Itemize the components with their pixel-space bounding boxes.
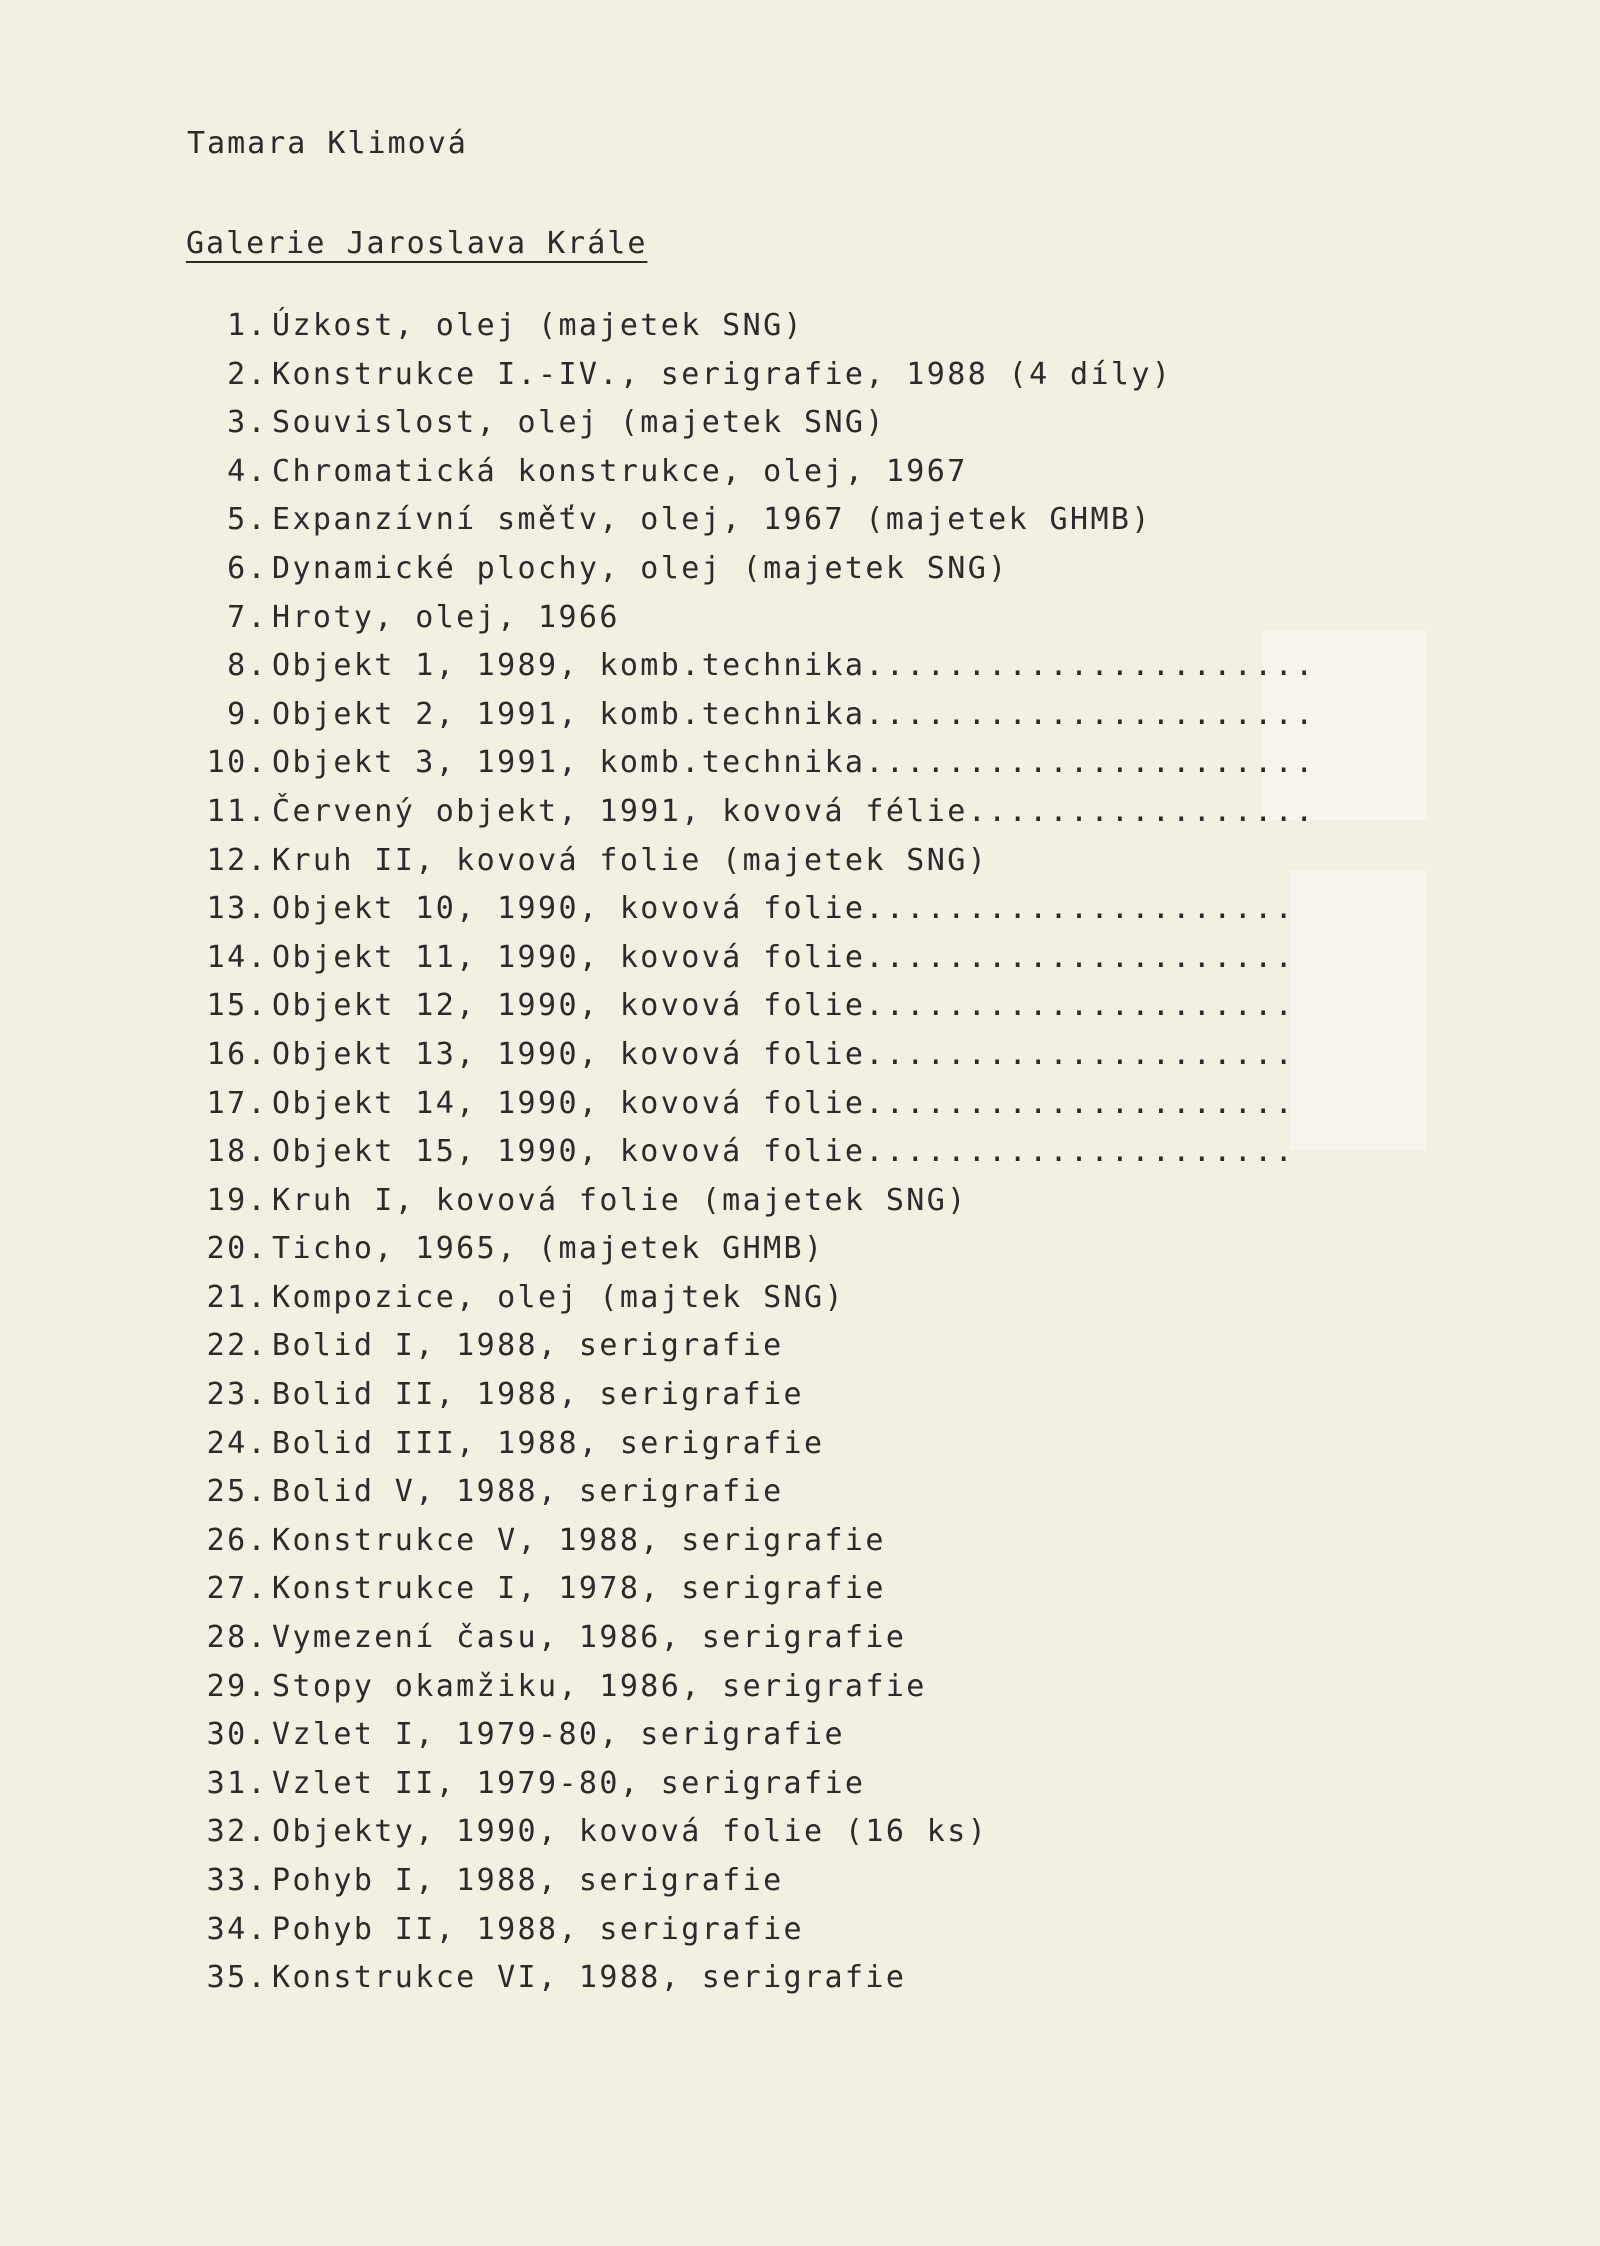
item-text: Vymezení času, 1986, serigrafie <box>272 1620 907 1656</box>
item-number: 19. <box>206 1182 268 1218</box>
list-item <box>150 1128 1316 1177</box>
item-number: 25. <box>206 1474 268 1510</box>
item-number: 9. <box>227 696 268 732</box>
item-text: Konstrukce I, 1978, serigrafie <box>272 1571 886 1607</box>
list-item <box>150 642 1316 691</box>
list-item <box>150 1808 1316 1857</box>
list-item <box>150 1954 1316 2003</box>
list-item <box>150 1468 1316 1517</box>
item-number: 34. <box>206 1911 268 1947</box>
item-text: Bolid III, 1988, serigrafie <box>272 1425 825 1461</box>
item-number: 17. <box>206 1085 268 1121</box>
item-text: Konstrukce V, 1988, serigrafie <box>272 1522 886 1558</box>
item-text: Kruh I, kovová folie (majetek SNG) <box>272 1182 968 1218</box>
item-text: Úzkost, olej (majetek SNG) <box>272 308 804 343</box>
item-text: Ticho, 1965, (majetek GHMB) <box>272 1231 825 1267</box>
item-text: Objekt 3, 1991, komb.technika...................... <box>272 745 1316 781</box>
list-item <box>150 1663 1316 1712</box>
item-number: 16. <box>206 1036 268 1072</box>
item-text: Konstrukce VI, 1988, serigrafie <box>272 1960 907 1996</box>
list-item <box>150 1614 1316 1663</box>
item-number: 10. <box>206 745 268 781</box>
item-text: Objekt 11, 1990, kovová folie..................... <box>272 939 1296 975</box>
list-item <box>150 496 1316 545</box>
item-text: Červený objekt, 1991, kovová félie................. <box>272 793 1316 829</box>
list-item <box>150 1857 1316 1906</box>
item-number: 35. <box>206 1960 268 1996</box>
item-number: 1. <box>227 308 268 343</box>
list-item <box>150 1760 1316 1809</box>
item-number: 23. <box>206 1377 268 1413</box>
list-item <box>150 739 1316 788</box>
item-text: Objekt 1, 1989, komb.technika...................... <box>272 648 1316 684</box>
list-item <box>150 302 1316 351</box>
item-number: 8. <box>227 648 268 684</box>
item-text: Kompozice, olej (majtek SNG) <box>272 1279 845 1315</box>
item-number: 28. <box>206 1620 268 1656</box>
list-item <box>150 1371 1316 1420</box>
item-number: 29. <box>206 1668 268 1704</box>
list-item <box>150 1711 1316 1760</box>
list-item <box>150 1080 1316 1129</box>
item-number: 27. <box>206 1571 268 1607</box>
item-text: Konstrukce I.-IV., serigrafie, 1988 (4 díly) <box>272 356 1173 392</box>
list-item <box>150 788 1316 837</box>
list-item <box>150 448 1316 497</box>
list-item <box>150 1225 1316 1274</box>
list-item <box>150 934 1316 983</box>
list-item <box>150 1274 1316 1323</box>
list-item <box>150 837 1316 886</box>
item-text: Dynamické plochy, olej (majetek SNG) <box>272 550 1009 586</box>
list-item <box>150 1177 1316 1226</box>
item-number: 30. <box>206 1717 268 1753</box>
list-item <box>150 1031 1316 1080</box>
item-text: Expanzívní směťv, olej, 1967 (majetek GHMB) <box>272 502 1152 538</box>
item-number: 6. <box>227 550 268 586</box>
list-item <box>150 1565 1316 1614</box>
item-number: 31. <box>206 1765 268 1801</box>
list-item <box>150 545 1316 594</box>
item-text: Souvislost, olej (majetek SNG) <box>272 405 886 441</box>
gallery-title: Galerie Jaroslava Krále <box>186 226 648 261</box>
item-text: Bolid II, 1988, serigrafie <box>272 1377 804 1413</box>
list-item <box>150 885 1316 934</box>
item-text: Objekt 14, 1990, kovová folie..................... <box>272 1085 1296 1121</box>
item-text: Kruh II, kovová folie (majetek SNG) <box>272 842 989 878</box>
item-number: 2. <box>227 356 268 392</box>
list-item <box>150 982 1316 1031</box>
item-number: 22. <box>206 1328 268 1364</box>
item-number: 12. <box>206 842 268 878</box>
item-text: Pohyb I, 1988, serigrafie <box>272 1863 784 1898</box>
item-number: 21. <box>206 1279 268 1315</box>
item-text: Objekt 13, 1990, kovová folie..................... <box>272 1036 1296 1072</box>
item-number: 7. <box>227 599 268 635</box>
item-text: Hroty, olej, 1966 <box>272 599 620 635</box>
list-item <box>150 351 1316 400</box>
list-item <box>150 691 1316 740</box>
item-number: 3. <box>227 405 268 441</box>
item-number: 20. <box>206 1231 268 1267</box>
item-text: Objekty, 1990, kovová folie (16 ks) <box>272 1814 989 1850</box>
item-text: Pohyb II, 1988, serigrafie <box>272 1911 804 1947</box>
works-list <box>150 302 1316 2003</box>
list-item <box>150 1322 1316 1371</box>
list-item <box>150 1517 1316 1566</box>
item-text: Vzlet I, 1979-80, serigrafie <box>272 1717 845 1753</box>
item-number: 32. <box>206 1814 268 1850</box>
item-number: 26. <box>206 1522 268 1558</box>
item-number: 14. <box>206 939 268 975</box>
list-item <box>150 399 1316 448</box>
author-name: Tamara Klimová <box>187 126 468 161</box>
item-number: 13. <box>206 891 268 927</box>
item-text: Vzlet II, 1979-80, serigrafie <box>272 1765 866 1801</box>
item-number: 24. <box>206 1425 268 1461</box>
item-text: Bolid I, 1988, serigrafie <box>272 1328 784 1364</box>
item-text: Objekt 10, 1990, kovová folie..................... <box>272 891 1296 927</box>
list-item <box>150 1906 1316 1955</box>
item-number: 33. <box>206 1863 268 1898</box>
item-number: 18. <box>206 1134 268 1170</box>
item-number: 4. <box>227 453 268 489</box>
item-text: Bolid V, 1988, serigrafie <box>272 1474 784 1510</box>
item-number: 11. <box>206 793 268 829</box>
item-text: Objekt 2, 1991, komb.technika...................... <box>272 696 1316 732</box>
item-text: Objekt 15, 1990, kovová folie..................... <box>272 1134 1296 1170</box>
item-text: Objekt 12, 1990, kovová folie..................... <box>272 988 1296 1024</box>
list-item <box>150 594 1316 643</box>
item-number: 15. <box>206 988 268 1024</box>
item-number: 5. <box>227 502 268 538</box>
item-text: Stopy okamžiku, 1986, serigrafie <box>272 1668 927 1704</box>
item-text: Chromatická konstrukce, olej, 1967 <box>272 453 968 489</box>
list-item <box>150 1420 1316 1469</box>
